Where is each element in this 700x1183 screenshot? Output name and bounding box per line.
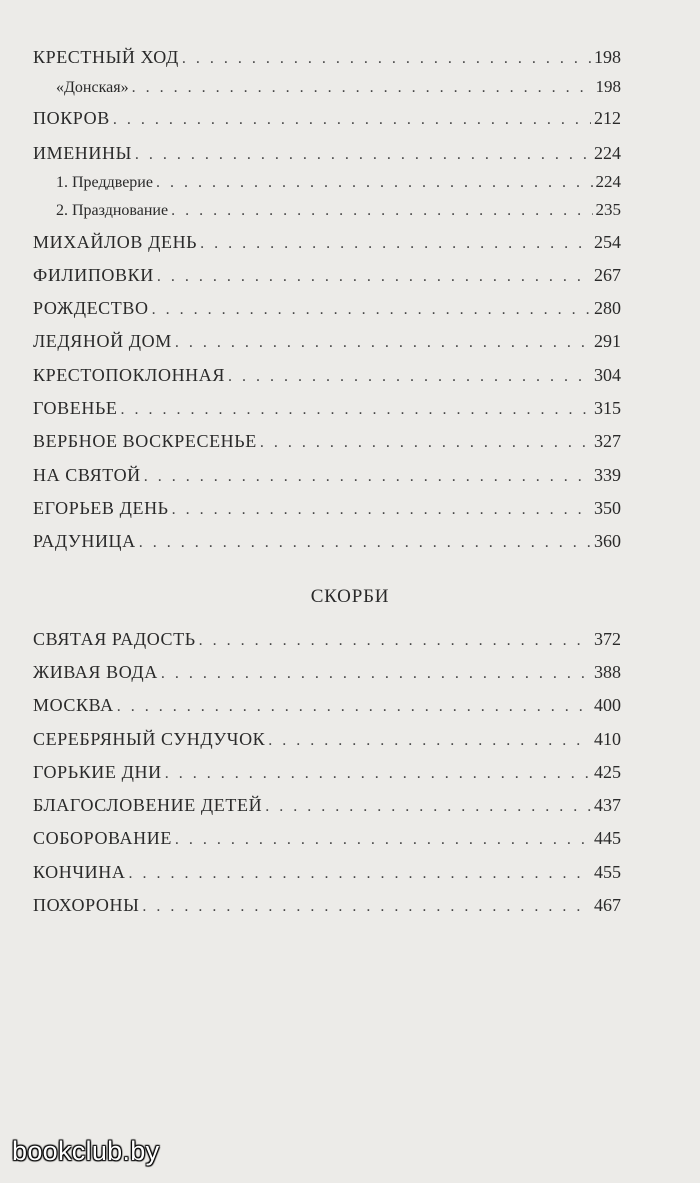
leader-dots	[175, 334, 591, 352]
leader-dots	[175, 831, 591, 849]
toc-entry-page: 455	[594, 862, 621, 882]
leader-dots	[268, 732, 591, 750]
toc-entry	[33, 629, 621, 650]
leader-dots	[139, 534, 591, 552]
toc-entry	[33, 465, 621, 486]
toc-subentry	[33, 200, 621, 220]
toc-entry	[33, 662, 621, 683]
toc-entry-title: ГОВЕНЬЕ	[33, 398, 118, 418]
leader-dots	[152, 301, 591, 319]
toc-entry	[33, 232, 621, 253]
toc-entry	[33, 498, 621, 519]
toc-entry	[33, 729, 621, 750]
toc-entry-title: РОЖДЕСТВО	[33, 298, 149, 318]
toc-entry-title: ВЕРБНОЕ ВОСКРЕСЕНЬЕ	[33, 431, 257, 451]
leader-dots	[157, 268, 591, 286]
leader-dots	[171, 202, 592, 220]
toc-entry-title: ЛЕДЯНОЙ ДОМ	[33, 331, 172, 351]
toc-entry-title: 1. Преддверие	[56, 174, 153, 191]
toc-entry-title: «Донская»	[56, 79, 129, 96]
toc-entry-page: 267	[594, 265, 621, 285]
toc-subentry	[33, 172, 621, 192]
toc-entry-page: 315	[594, 398, 621, 418]
leader-dots	[199, 632, 591, 650]
leader-dots	[113, 111, 591, 129]
toc-entry-page: 437	[594, 795, 621, 815]
leader-dots	[117, 698, 591, 716]
toc-entry	[33, 365, 621, 386]
toc-entry-page: 467	[594, 895, 621, 915]
leader-dots	[228, 368, 591, 386]
toc-entry-page: 327	[594, 431, 621, 451]
leader-dots	[121, 401, 592, 419]
leader-dots	[182, 50, 591, 68]
toc-entry	[33, 762, 621, 783]
leader-dots	[142, 898, 591, 916]
toc-entry	[33, 143, 621, 164]
toc-entry-title: КРЕСТНЫЙ ХОД	[33, 47, 179, 67]
toc-entry-page: 339	[594, 465, 621, 485]
toc-entry-page: 372	[594, 629, 621, 649]
leader-dots	[161, 665, 591, 683]
toc-entry	[33, 47, 621, 68]
toc-entry	[33, 895, 621, 916]
toc-entry-page: 400	[594, 695, 621, 715]
toc-entry	[33, 531, 621, 552]
toc-entry-title: СВЯТАЯ РАДОСТЬ	[33, 629, 196, 649]
toc-entry-title: СЕРЕБРЯНЫЙ СУНДУЧОК	[33, 729, 266, 749]
toc-entry-title: СОБОРОВАНИЕ	[33, 828, 172, 848]
toc-entry	[33, 298, 621, 319]
toc-entry-page: 388	[594, 662, 621, 682]
toc-entry-title: МИХАЙЛОВ ДЕНЬ	[33, 232, 198, 252]
toc-entry-page: 280	[594, 298, 621, 318]
toc-entry	[33, 695, 621, 716]
leader-dots	[200, 235, 591, 253]
toc-entry-page: 445	[594, 828, 621, 848]
leader-dots	[128, 865, 591, 883]
toc-entry-title: КРЕСТОПОКЛОННАЯ	[33, 365, 225, 385]
toc-entry-title: ПОХОРОНЫ	[33, 895, 140, 915]
leader-dots	[156, 174, 593, 192]
toc-entry-title: ГОРЬКИЕ ДНИ	[33, 762, 162, 782]
leader-dots	[165, 765, 591, 783]
leader-dots	[135, 146, 591, 164]
section-heading: СКОРБИ	[310, 586, 390, 607]
toc-entry-page: 350	[594, 498, 621, 518]
leader-dots	[265, 798, 591, 816]
leader-dots	[260, 434, 591, 452]
toc-entry-title: ЕГОРЬЕВ ДЕНЬ	[33, 498, 169, 518]
toc-entry-title: КОНЧИНА	[33, 862, 126, 882]
toc-entry	[33, 331, 621, 352]
toc-entry-title: МОСКВА	[33, 695, 114, 715]
toc-entry	[33, 795, 621, 816]
toc-entry-page: 425	[594, 762, 621, 782]
toc-entry-page: 235	[595, 200, 621, 219]
toc-entry	[33, 398, 621, 419]
toc-entry-title: ИМЕНИНЫ	[33, 143, 132, 163]
toc-entry-page: 360	[594, 531, 621, 551]
toc-entry-title: НА СВЯТОЙ	[33, 465, 141, 485]
leader-dots	[144, 468, 591, 486]
toc-entry-page: 224	[595, 172, 621, 191]
toc-entry	[33, 828, 621, 849]
toc-entry-page: 198	[595, 77, 621, 96]
toc-entry	[33, 431, 621, 452]
toc-entry	[33, 862, 621, 883]
leader-dots	[172, 501, 591, 519]
toc-entry-title: ПОКРОВ	[33, 108, 110, 128]
toc-entry-title: ЖИВАЯ ВОДА	[33, 662, 158, 682]
toc-entry-title: РАДУНИЦА	[33, 531, 136, 551]
toc-entry-title: ФИЛИПОВКИ	[33, 265, 154, 285]
toc-subentry	[33, 77, 621, 97]
toc-entry-page: 198	[594, 47, 621, 67]
toc-entry-page: 304	[594, 365, 621, 385]
toc-entry	[33, 108, 621, 129]
toc-entry-page: 254	[594, 232, 621, 252]
toc-entry-title: БЛАГОСЛОВЕНИЕ ДЕТЕЙ	[33, 795, 263, 815]
watermark-text: bookclub.by	[12, 1136, 160, 1166]
toc-entry-page: 291	[594, 331, 621, 351]
toc-entry-title: 2. Празднование	[56, 202, 169, 219]
toc-entry-page: 212	[594, 108, 621, 128]
toc-entry-page: 410	[594, 729, 621, 749]
leader-dots	[132, 79, 593, 97]
toc-entry-page: 224	[594, 143, 621, 163]
toc-entry	[33, 265, 621, 286]
